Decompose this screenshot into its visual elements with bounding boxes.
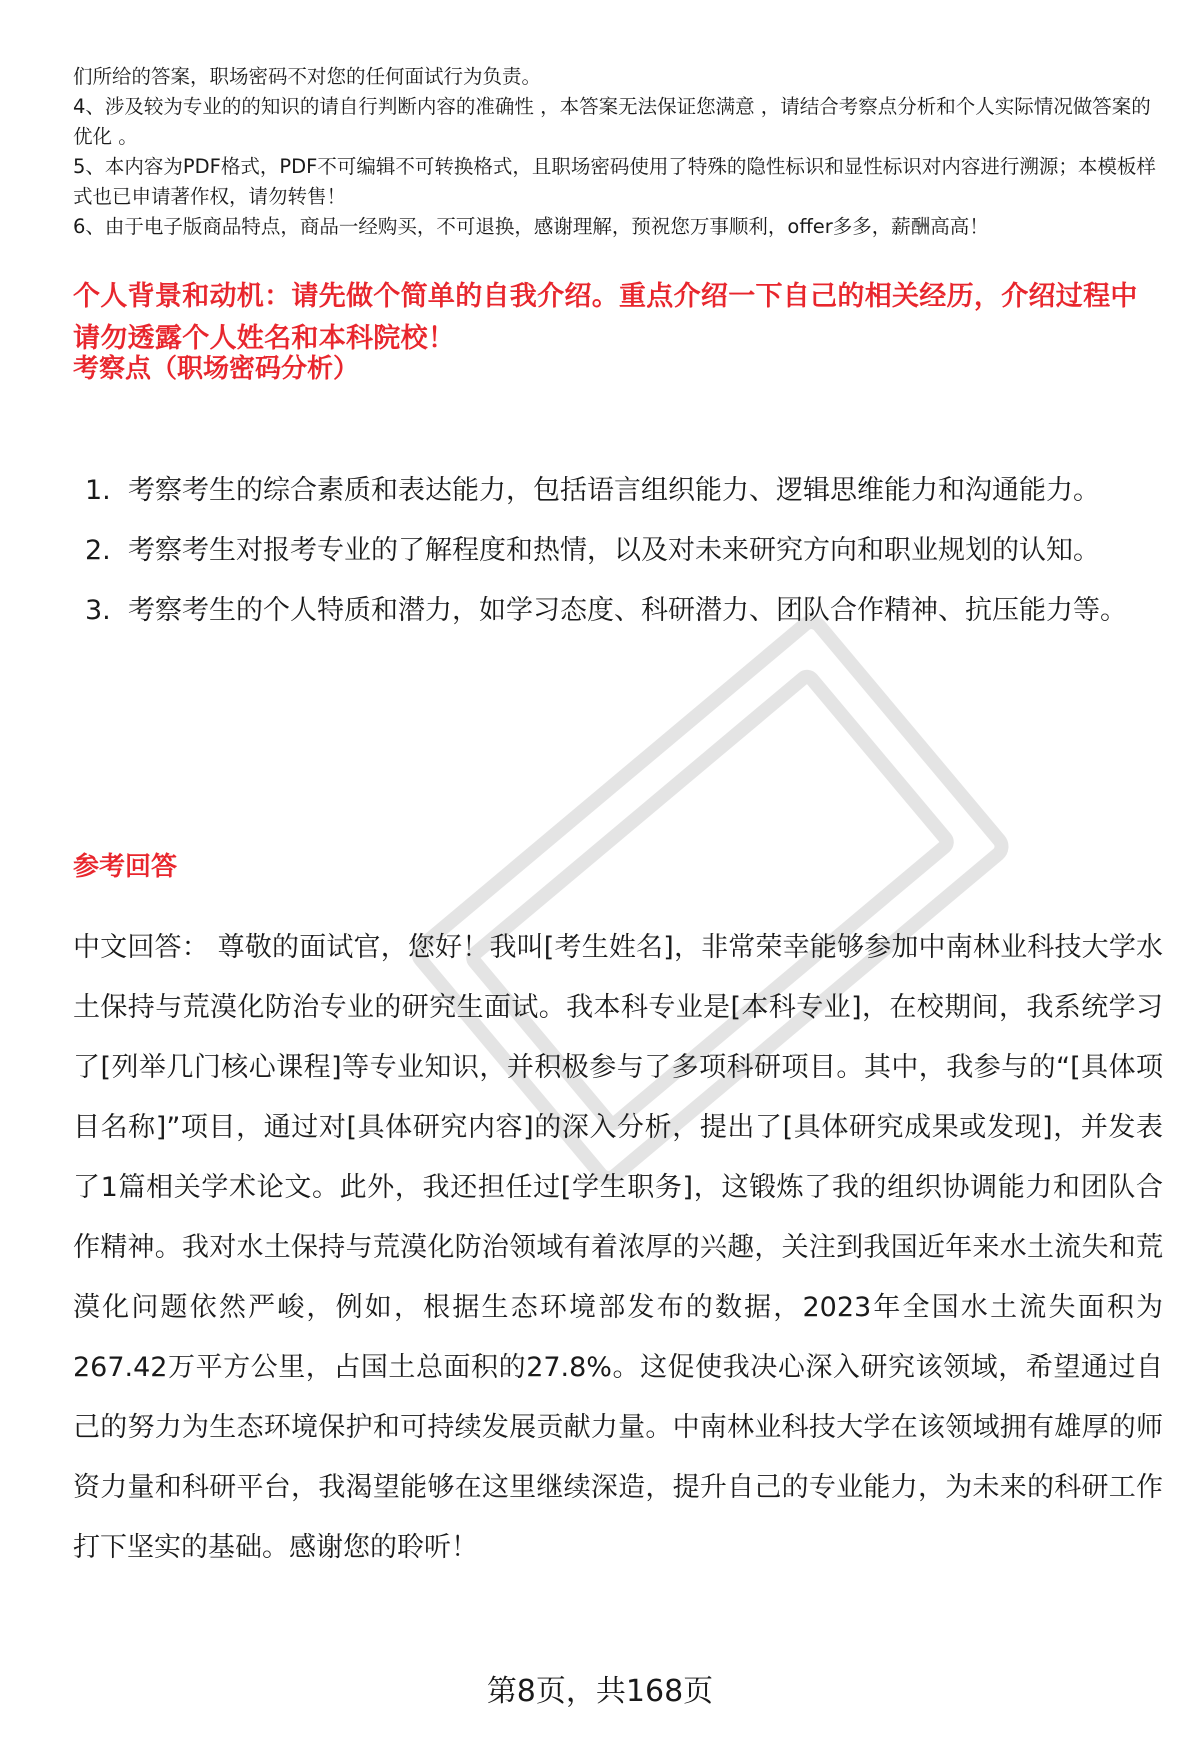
analysis-heading: 考察点（职场密码分析） [73, 354, 360, 384]
point-number: 1. [85, 475, 111, 506]
reference-answer-text: 中文回答： 尊敬的面试官，您好！我叫[考生姓名]，非常荣幸能够参加中南林业科技大学水土保持与荒漠化防治专业的研究生面试。我本科专业是[本科专业]，在校期间，我系统学习了[列举几门核心课程]等专业知识，并积极参与了多项科研项目。其中，我参与的“[具体项目名称]”项目，通过对[具体研究内容]的深入分析，提出了[具体研究成果或发现]，并发表了1篇相关学术论文。此外，我还担任过[学生职务]，这锻炼了我的组织协调能力和团队合作精神。我对水土保持与荒漠化防治领域有着浓厚的兴趣，关注到我国近年来水土流失和荒漠化问题依然严峻，例如，根据生态环境部发布的数据，2023年全国水土流失面积为267.42万平方公里，占国土总面积的27.8%。这促使我决心深入研究该领域，希望通过自己的努力为生态环境保护和可持续发展贡献力量。中南林业科技大学在该领域拥有雄厚的师资力量和科研平台，我渴望能够在这里继续深造，提升自己的专业能力，为未来的科研工作打下坚实的基础。感谢您的聆听！ [73, 932, 1163, 1563]
page-number: 第8页，共168页 [486, 1674, 714, 1709]
analysis-point [85, 581, 1160, 641]
disclaimer-notice [73, 62, 1163, 242]
point-number: 3. [85, 595, 111, 626]
reference-answer-heading: 参考回答 [73, 852, 178, 882]
notice-line: 4、涉及较为专业的的知识的请自行判断内容的准确性 ，本答案无法保证您满意 ，请结合考察点分析和个人实际情况做答案的优化 。 [73, 95, 1151, 148]
point-text: 考察考生的个人特质和潜力，如学习态度、科研潜力、团队合作精神、抗压能力等。 [128, 595, 1127, 626]
notice-line: 5、本内容为PDF格式，PDF不可编辑不可转换格式，且职场密码使用了特殊的隐性标识和显性标识对内容进行溯源；本模板样式也已申请著作权，请勿转售！ [73, 155, 1156, 208]
point-text: 考察考生对报考专业的了解程度和热情，以及对未来研究方向和职业规划的认知。 [128, 535, 1100, 566]
analysis-point [85, 521, 1160, 581]
notice-line: 6、由于电子版商品特点，商品一经购买，不可退换，感谢理解，预祝您万事顺利，offer多多，薪酬高高！ [73, 215, 989, 238]
point-number: 2. [85, 535, 111, 566]
interview-question: 个人背景和动机：请先做个简单的自我介绍。重点介绍一下自己的相关经历，介绍过程中请勿透露个人姓名和本科院校！ [73, 281, 1138, 354]
notice-line: 们所给的答案，职场密码不对您的任何面试行为负责。 [73, 65, 542, 88]
point-text: 考察考生的综合素质和表达能力，包括语言组织能力、逻辑思维能力和沟通能力。 [128, 475, 1100, 506]
analysis-points-list [85, 461, 1160, 641]
analysis-point [85, 461, 1160, 521]
